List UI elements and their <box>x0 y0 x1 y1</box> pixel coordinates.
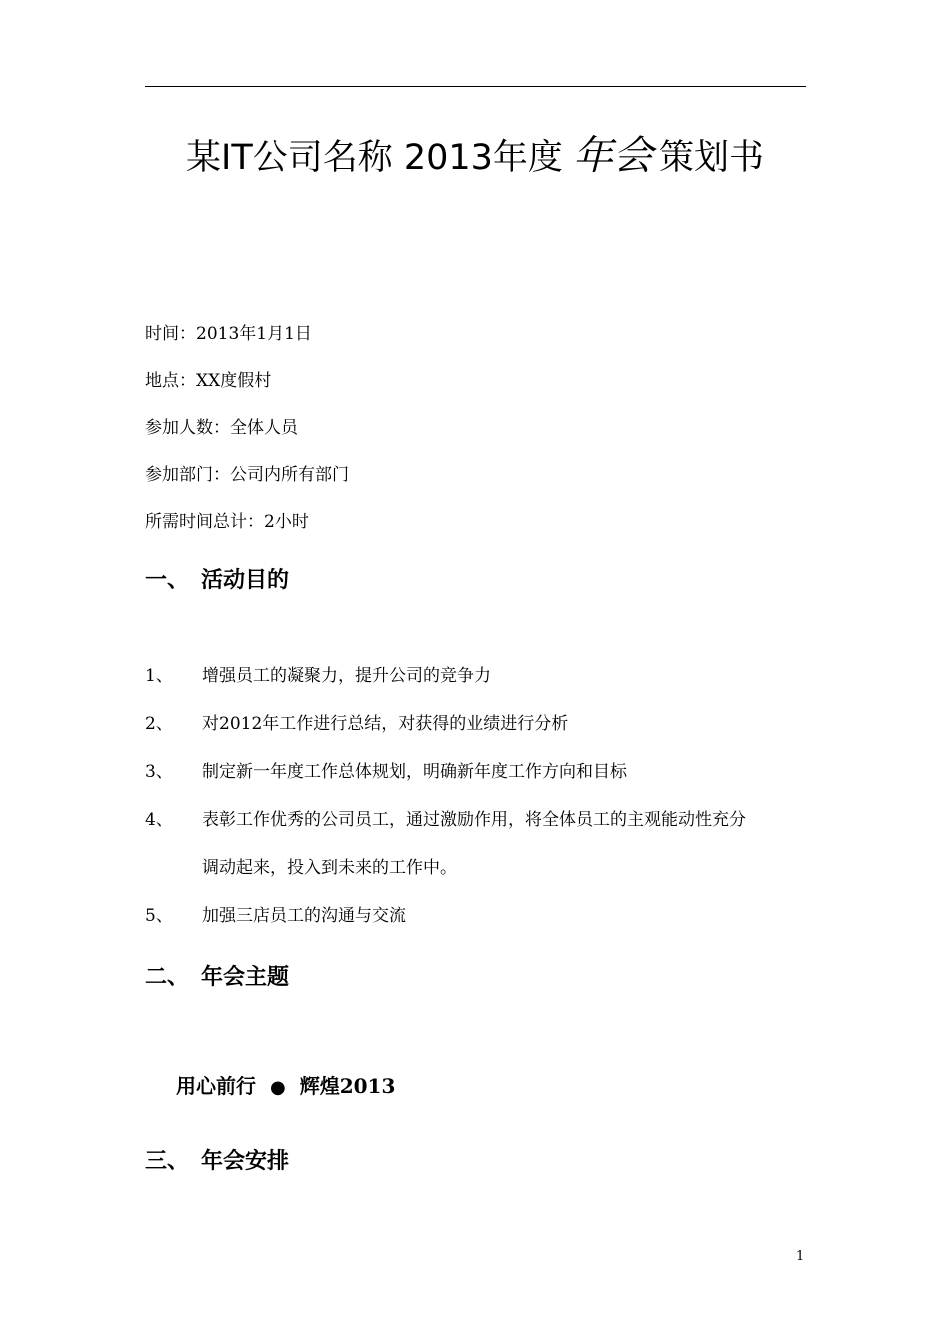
title-part-2: 策划书 <box>658 138 764 178</box>
title-emphasis: 年会 <box>572 133 653 179</box>
list-text: 表彰工作优秀的公司员工，通过激励作用，将全体员工的主观能动性充分 <box>202 810 746 830</box>
section-number: 三、 <box>145 1149 190 1174</box>
list-text: 制定新一年度工作总体规划，明确新年度工作方向和目标 <box>202 762 627 782</box>
list-marker: 3、 <box>145 762 173 782</box>
meta-departments: 参加部门：公司内所有部门 <box>145 465 349 485</box>
section-title: 年会安排 <box>201 1149 290 1174</box>
section-heading-purpose <box>145 566 289 596</box>
document-title <box>0 134 950 180</box>
bullet-icon: ● <box>270 1077 286 1098</box>
page-number: 1 <box>796 1249 805 1264</box>
list-marker: 2、 <box>145 714 173 734</box>
list-marker: 4、 <box>145 810 173 830</box>
section-heading-arrangement <box>145 1147 289 1177</box>
list-item <box>145 664 810 688</box>
list-item <box>145 760 810 784</box>
list-marker: 1、 <box>145 666 173 686</box>
theme-right: 辉煌2013 <box>299 1074 396 1098</box>
section-title: 年会主题 <box>201 965 290 990</box>
title-part-1: 某IT公司名称 2013年度 <box>186 138 563 178</box>
theme-slogan <box>176 1072 395 1102</box>
meta-duration: 所需时间总计：2小时 <box>145 512 309 532</box>
list-marker: 5、 <box>145 906 173 926</box>
section-title: 活动目的 <box>201 568 290 593</box>
list-text: 对2012年工作进行总结，对获得的业绩进行分析 <box>202 714 569 734</box>
meta-attendees: 参加人数：全体人员 <box>145 418 298 438</box>
theme-left: 用心前行 <box>176 1074 256 1098</box>
list-item <box>145 808 810 880</box>
list-text-continued: 调动起来，投入到未来的工作中。 <box>202 858 457 878</box>
header-rule <box>145 86 806 87</box>
meta-time: 时间：2013年1月1日 <box>145 324 312 344</box>
section-number: 二、 <box>145 965 190 990</box>
list-text: 增强员工的凝聚力，提升公司的竞争力 <box>202 666 491 686</box>
list-text: 加强三店员工的沟通与交流 <box>202 906 406 926</box>
section-number: 一、 <box>145 568 190 593</box>
meta-location: 地点：XX度假村 <box>145 371 272 391</box>
section-heading-theme <box>145 963 289 993</box>
list-item <box>145 904 810 928</box>
list-item <box>145 712 810 736</box>
